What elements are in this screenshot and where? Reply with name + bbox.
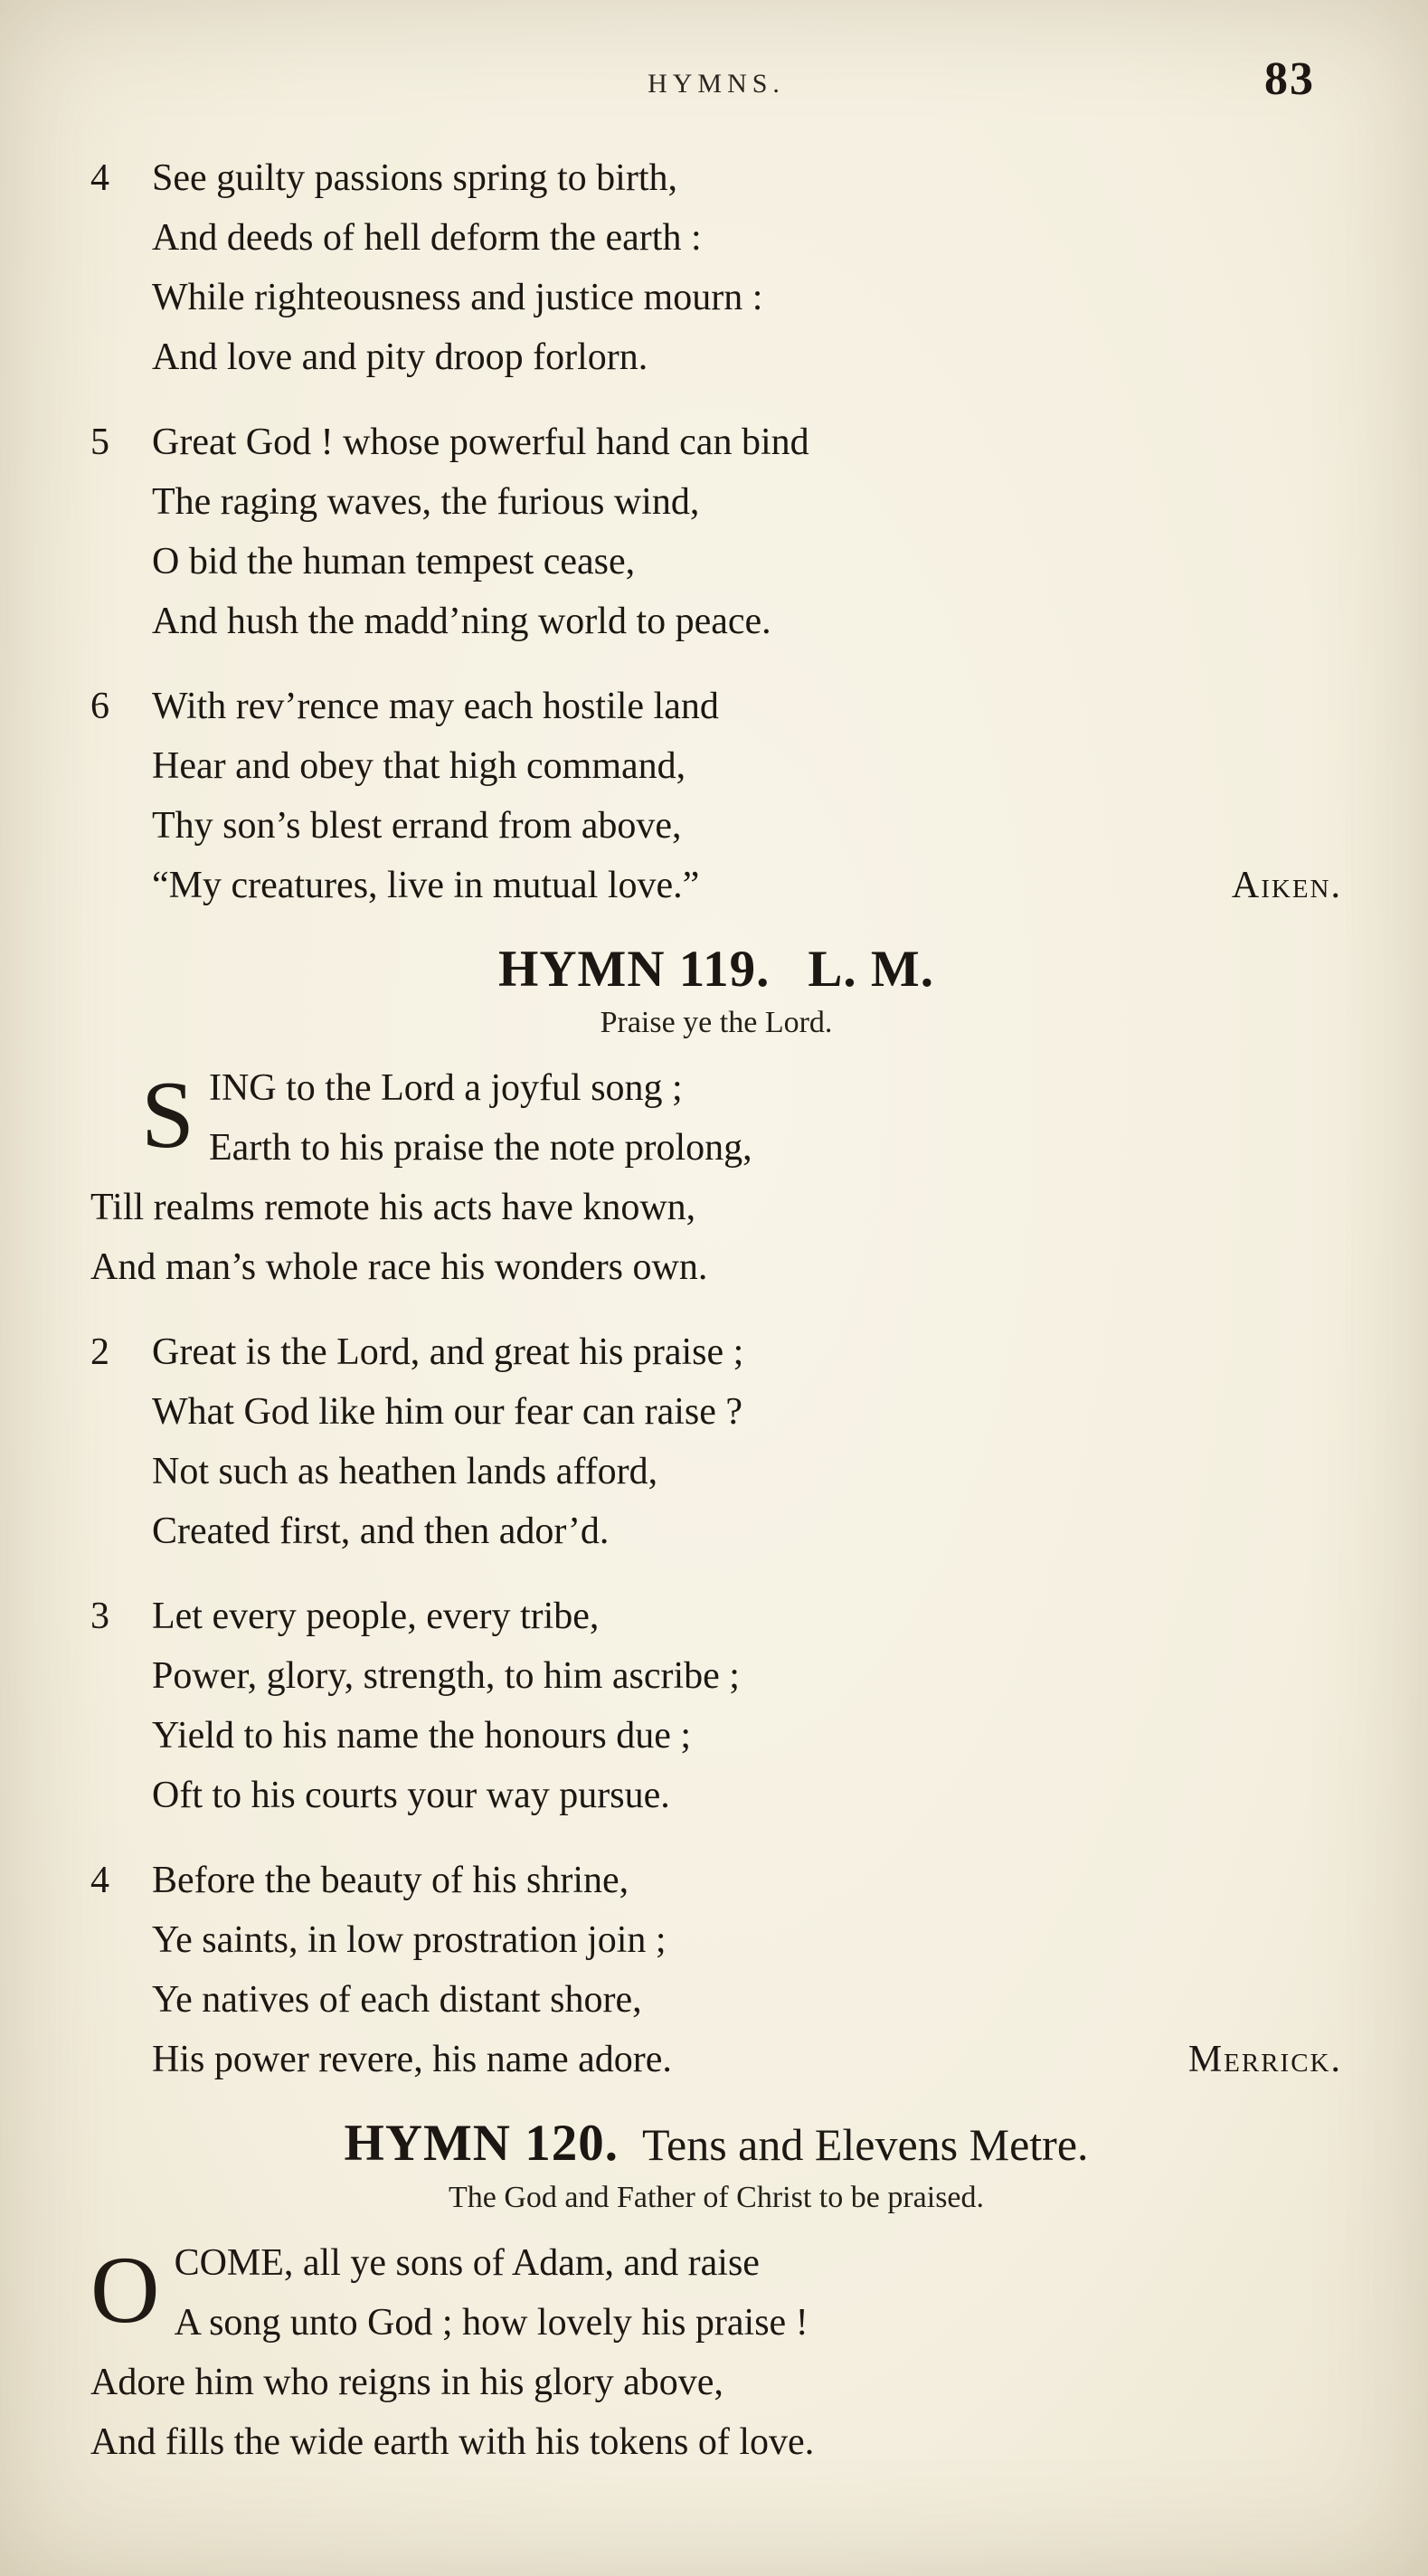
stanza-lines — [152, 1851, 1342, 2089]
stanza-line: Hear and obey that high command, — [152, 745, 686, 787]
stanza-line — [152, 2030, 1342, 2089]
hymn-heading — [90, 941, 1342, 999]
stanza-number: 6 — [90, 686, 109, 727]
stanza — [90, 1058, 1342, 1297]
stanza-line: Let every people, every tribe, — [152, 1596, 600, 1637]
stanza-number: 4 — [90, 1860, 109, 1901]
stanza-line — [152, 856, 1342, 915]
stanza-line: Adore him who reigns in his glory above, — [90, 2362, 723, 2403]
stanza-line: Oft to his courts your way pursue. — [152, 1775, 670, 1816]
stanza-line-text: His power revere, his name adore. — [152, 2039, 672, 2080]
stanza-number: 4 — [90, 157, 109, 199]
stanza-line: Earth to his praise the note prolong, — [208, 1127, 752, 1169]
hymn-meter: L. M. — [808, 941, 934, 998]
stanza-line: Before the beauty of his shrine, — [152, 1860, 629, 1901]
stanza-line: And fills the wide earth with his tokens of love. — [90, 2421, 815, 2463]
stanza-line: What God like him our fear can raise ? — [152, 1391, 743, 1433]
stanza-line: Great God ! whose powerful hand can bind — [152, 421, 809, 463]
stanza-line: With rev’rence may each hostile land — [152, 686, 719, 727]
hymn-number: HYMN 119. — [498, 941, 771, 998]
stanza — [90, 1851, 1342, 2089]
stanza-line: Yield to his name the honours due ; — [152, 1715, 692, 1757]
stanza-line: ING to the Lord a joyful song ; — [208, 1067, 683, 1109]
drop-cap: O — [90, 2237, 160, 2343]
hymn-heading — [90, 2115, 1342, 2174]
stanza — [90, 1586, 1342, 1825]
stanza-line: A song unto God ; how lovely his praise ! — [174, 2302, 809, 2344]
stanza-number: 2 — [90, 1331, 109, 1373]
stanza-line: Ye natives of each distant shore, — [152, 1979, 642, 2021]
stanza-lines — [90, 2233, 1342, 2472]
stanza-line: Not such as heathen lands afford, — [152, 1451, 658, 1492]
hymn-meter: Tens and Elevens Metre. — [641, 2119, 1089, 2170]
stanza-line: And hush the madd’ning world to peace. — [152, 601, 771, 642]
author-attribution: Aiken. — [1231, 865, 1342, 906]
page-header — [90, 52, 1342, 118]
stanza-line: O bid the human tempest cease, — [152, 541, 636, 582]
stanza — [90, 148, 1342, 387]
stanza — [90, 2233, 1342, 2472]
page-number: 83 — [1264, 53, 1315, 105]
running-title: HYMNS. — [648, 69, 785, 99]
stanza-line: Great is the Lord, and great his praise ; — [152, 1331, 744, 1373]
hymn-subtitle: Praise ye the Lord. — [600, 1006, 833, 1039]
stanza-line: The raging waves, the furious wind, — [152, 481, 700, 523]
stanza-lines — [152, 412, 1342, 651]
stanza-number: 3 — [90, 1596, 109, 1637]
stanza-line: Power, glory, strength, to him ascribe ; — [152, 1655, 740, 1697]
stanza — [90, 1322, 1342, 1561]
stanza-lines — [152, 677, 1342, 915]
stanza-line: Thy son’s blest errand from above, — [152, 805, 682, 847]
stanza-number: 5 — [90, 421, 109, 463]
stanza-line: See guilty passions spring to birth, — [152, 157, 677, 199]
hymn-number: HYMN 120. — [344, 2115, 619, 2172]
stanza — [90, 412, 1342, 651]
stanza-line: And deeds of hell deform the earth : — [152, 217, 702, 259]
hymn-subtitle: The God and Father of Christ to be praised. — [448, 2181, 985, 2214]
stanza — [90, 677, 1342, 915]
stanza-lines — [90, 1058, 1342, 1297]
stanza-line: COME, all ye sons of Adam, and raise — [174, 2242, 760, 2284]
stanza-line: Till realms remote his acts have known, — [90, 1187, 696, 1228]
stanza-lines — [152, 1322, 1342, 1561]
drop-cap: S — [141, 1062, 194, 1168]
stanza-line-text: “My creatures, live in mutual love.” — [152, 865, 700, 906]
author-attribution: Merrick. — [1187, 2039, 1342, 2080]
stanza-line: While righteousness and justice mourn : — [152, 277, 763, 318]
stanza-lines — [152, 148, 1342, 387]
stanza-line: And man’s whole race his wonders own. — [90, 1246, 708, 1288]
stanza-line: And love and pity droop forlorn. — [152, 336, 648, 378]
stanza-lines — [152, 1586, 1342, 1825]
stanza-line: Ye saints, in low prostration join ; — [152, 1919, 667, 1961]
stanza-line: Created first, and then ador’d. — [152, 1511, 610, 1552]
